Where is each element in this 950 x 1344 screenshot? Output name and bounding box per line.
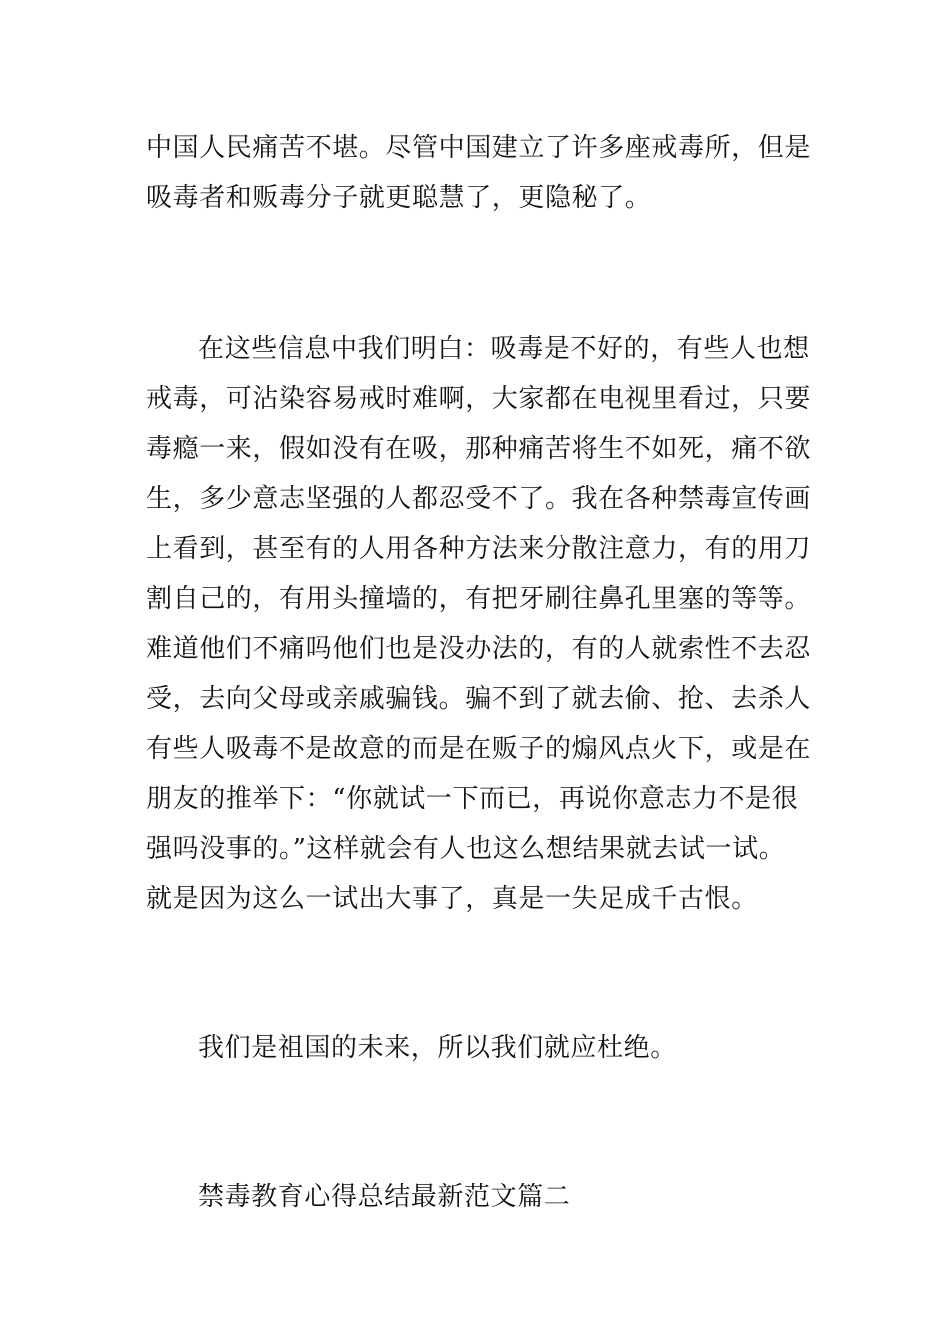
paragraph-2-line-5: 上看到，甚至有的人用各种方法来分散注意力，有的用刀 bbox=[146, 534, 812, 564]
paragraph-2-line-4: 生，多少意志坚强的人都忍受不了。我在各种禁毒宣传画 bbox=[146, 484, 812, 514]
paragraph-2-line-11: 强吗没事的。”这样就会有人也这么想结果就去试一试。 bbox=[146, 834, 786, 864]
paragraph-2-line-12: 就是因为这么一试出大事了，真是一失足成千古恨。 bbox=[146, 884, 758, 914]
paragraph-2-line-1: 在这些信息中我们明白：吸毒是不好的，有些人也想 bbox=[198, 334, 810, 364]
paragraph-1-line-2: 吸毒者和贩毒分子就更聪慧了，更隐秘了。 bbox=[146, 183, 652, 213]
paragraph-2-line-2: 戒毒，可沾染容易戒时难啊，大家都在电视里看过，只要 bbox=[146, 384, 812, 414]
paragraph-2-line-9: 有些人吸毒不是故意的而是在贩子的煽风点火下，或是在 bbox=[146, 734, 812, 764]
paragraph-2-line-7: 难道他们不痛吗他们也是没办法的，有的人就索性不去忍 bbox=[146, 634, 812, 664]
paragraph-1-line-1: 中国人民痛苦不堪。尽管中国建立了许多座戒毒所，但是 bbox=[146, 133, 812, 163]
section-heading: 禁毒教育心得总结最新范文篇二 bbox=[198, 1182, 571, 1212]
paragraph-2-line-8: 受，去向父母或亲戚骗钱。骗不到了就去偷、抢、去杀人 bbox=[146, 684, 812, 714]
paragraph-2-line-10: 朋友的推举下：“你就试一下而已，再说你意志力不是很 bbox=[146, 784, 799, 814]
paragraph-2-line-3: 毒瘾一来，假如没有在吸，那种痛苦将生不如死，痛不欲 bbox=[146, 434, 812, 464]
paragraph-2-line-6: 割自己的，有用头撞墙的，有把牙刷往鼻孔里塞的等等。 bbox=[146, 584, 812, 614]
paragraph-3-line-1: 我们是祖国的未来，所以我们就应杜绝。 bbox=[198, 1033, 677, 1063]
